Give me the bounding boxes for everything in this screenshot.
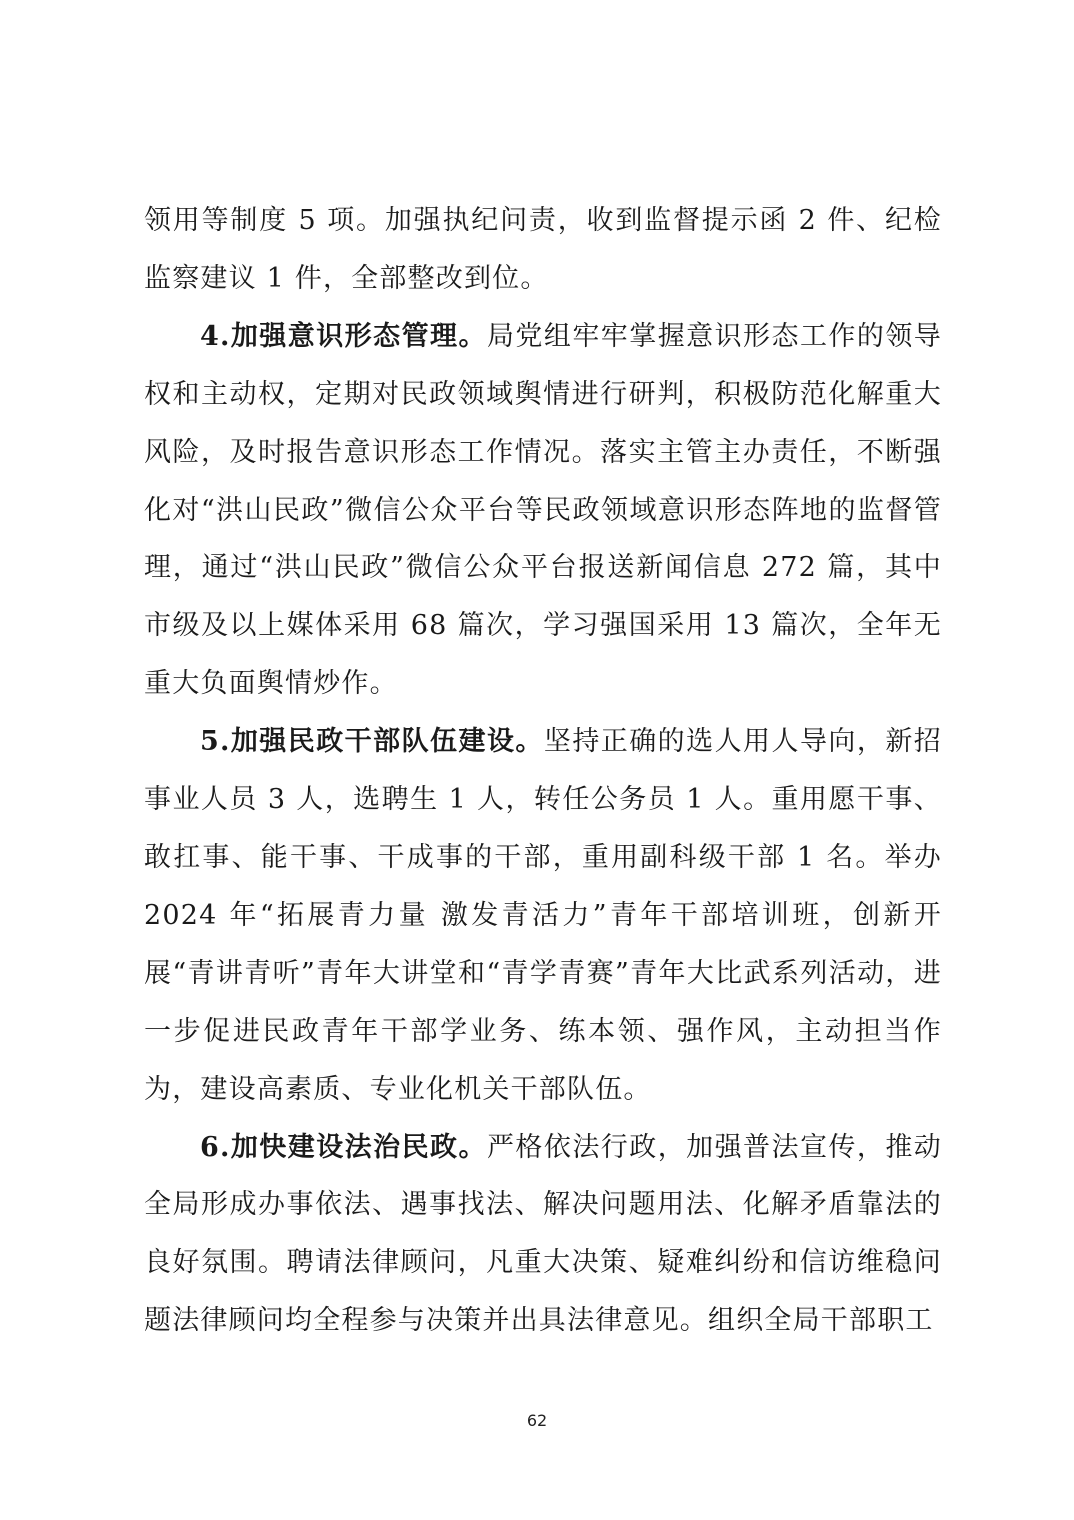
paragraph-continuation-text: 领用等制度 5 项。加强执纪问责，收到监督提示函 2 件、纪检监察建议 1 件，全部整改到位。 — [144, 205, 942, 294]
section-body-6: 严格依法行政，加强普法宣传，推动全局形成办事依法、遇事找法、解决问题用法、化解矛盾靠法的良好氛围。聘请法律顾问，凡重大决策、疑难纠纷和信访维稳问题法律顾问均全程参与决策并出具法律意见。组织全局干部职工 — [144, 1131, 942, 1337]
page-number: 62 — [526, 1411, 548, 1430]
section-heading-6: 6.加快建设法治民政。 — [200, 1131, 487, 1163]
section-body-5: 坚持正确的选人用人导向，新招事业人员 3 人，选聘生 1 人，转任公务员 1 人。重用愿干事、敢扛事、能干事、干成事的干部，重用副科级干部 1 名。举办 2024 年“拓展青力量 激发青活力”青年干部培训班，创新开展“青讲青听”青年大讲堂和“青学青赛”青年大比武系列活动，进一步促进民政青年干部学业务、练本领、强作风，主动担当作为，建设高素质、专业化机关干部队伍。 — [144, 726, 942, 1105]
section-heading-4: 4.加强意识形态管理。 — [200, 320, 487, 352]
paragraph-rule-of-law — [144, 1119, 942, 1351]
paragraph-ideology-management — [144, 308, 942, 713]
document-body — [144, 192, 942, 1350]
paragraph-cadre-team — [144, 713, 942, 1118]
section-heading-5: 5.加强民政干部队伍建设。 — [200, 726, 544, 758]
paragraph-continuation — [144, 192, 942, 308]
section-body-4: 局党组牢牢掌握意识形态工作的领导权和主动权，定期对民政领域舆情进行研判，积极防范化解重大风险，及时报告意识形态工作情况。落实主管主办责任，不断强化对“洪山民政”微信公众平台等民政领域意识形态阵地的监督管理，通过“洪山民政”微信公众平台报送新闻信息 272 篇，其中市级及以上媒体采用 68 篇次，学习强国采用 13 篇次，全年无重大负面舆情炒作。 — [144, 320, 942, 700]
